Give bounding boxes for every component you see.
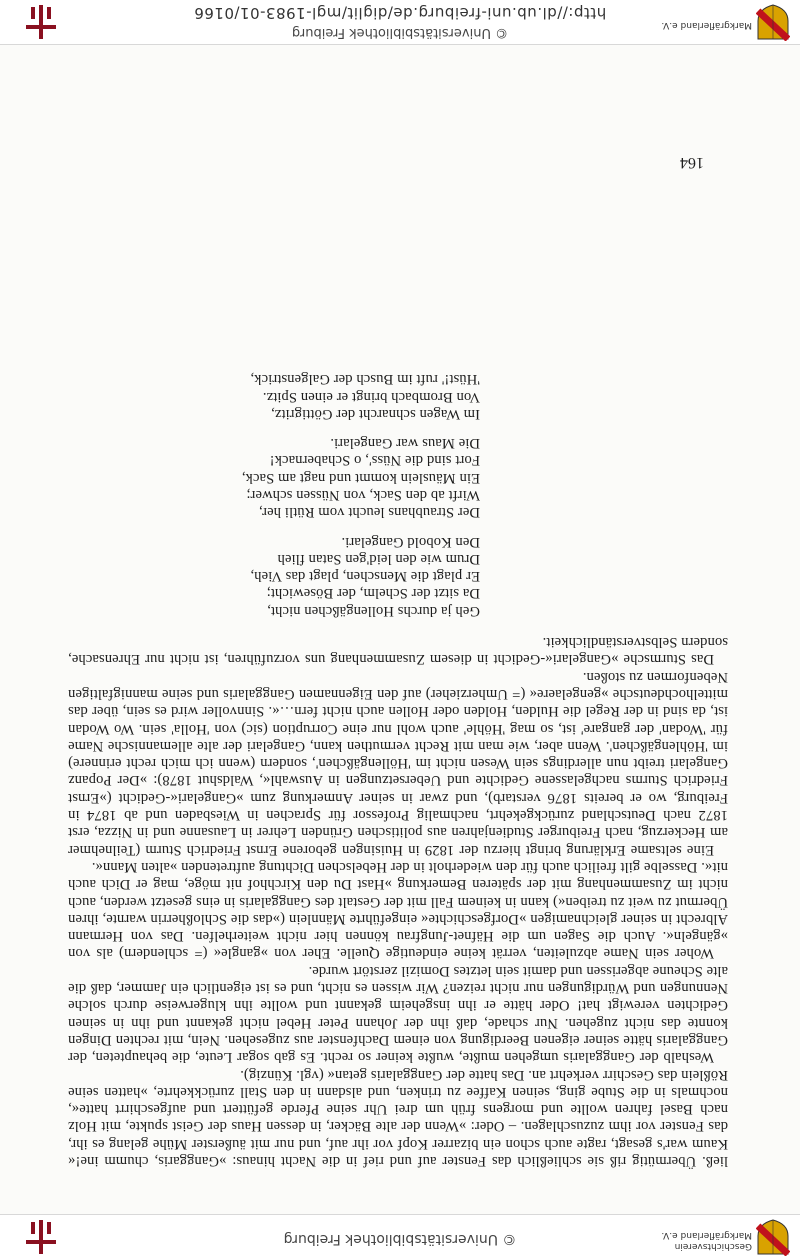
poem-line: Von Brombach bringt er einen Spitz. [262,388,480,405]
provider-text: © Universitätsbibliothek Freiburg [291,25,509,40]
paragraph: Woher sein Name abzuleiten, verrät keine eindeutige Quelle. Eher von »gangle« (= schlendern) als von »gängeln«. Auch die Sagen um die Häfnet-Jungfrau können hier nicht weiterhelfen. Das von Hermann Albrecht in seiner gleichnamigen »Dorfgeschichte« eingeführte Männlein (»das die Schloßherrin warnte, ihren Übermut zu weit zu treiben«) kann in keinem Fall mit der Gestalt des Ganggalaris in eins gesetzt werden, auch nicht im Zusammenhang mit der späteren Bemerkung »Hast Du den Kirchhof nit möge, mag er Dich auch nit«. Dasselbe gilt freilich auch für den wiederholt in der Hebelschen Dichtung auftretenden »alten Mann«. [68,858,728,962]
paragraph: ließ. Übermütig riß sie schließlich das Fenster auf und rief in die Nacht hinaus: »Ganggaris, chumm ine!« Kaum war's gesagt, ragte auch schon ein bizarrer Kopf vor ihr auf, und nur mit äußerster Mühe gelang es ihr, das Fenster vor ihm zuzuschlagen. – Oder: »Wenn der alte Bäcker, in dessen Haus der Geist spukte, mit Holz nach Basel fahren wollte und morgens früh um drei Uhr seine Pferde gefüttert und aufgeschirrt hatte«, nochmals in die Stube ging, seinen Kaffee zu trinken, und alsdann in den Stall zurückkehrte, »hatten seine Rößlein das Geschirr verkehrt an. Das hatte der Ganggalaris getan« (vgl. Künzig). [68,1066,728,1169]
poem-line: Ein Mäuslein kommt und nagt am Sack, [241,469,480,486]
poem-line: Fort sind die Nüss', o Schabernack! [269,452,480,469]
provider-text: © Universitätsbibliothek Freiburg [283,1231,517,1247]
footer-bar [0,0,800,45]
poem-line: Im Wagen schnarcht der Göttigritz, [270,405,480,422]
poem-line: Drum wie den leid'gen Satan flieh [277,550,480,567]
poem-gangelari [68,370,480,619]
poem-line: Er plagt die Menschen, plagt das Vieh, [250,568,480,585]
document-url[interactable]: http://dl.ub.uni-freiburg.de/diglit/mgl-1983-01/0166 [193,4,607,22]
poem-line: 'Hüst!' ruft im Busch der Galgenstrick, [250,371,480,388]
poem-line: Der Straubhans leucht vom Rütli her, [258,504,480,521]
poem-line: Wirft ab den Sack, von Nüssen schwer; [246,487,480,504]
poem-line: Geh ja durchs Hollengäßchen nicht, [267,602,480,619]
poem-stanza [68,434,480,520]
society-coat-of-arms-icon [756,3,790,41]
poem-line: Die Maus war Gangelari. [330,435,480,452]
paragraph: Eine seltsame Erklärung bringt hierzu der 1829 in Huisingen geborene Ernst Friedrich Sturm (Teilnehmer am Heckerzug, nach Freiburger Studienjahren aus politischen Gründen Lehrer in Lausanne und in Nizza, erst 1872 nach Deutschland zurückgekehrt, nachmalig Professor für Sprachen in Wiesbaden und ab 1874 in Freiburg, wo er bereits 1876 verstarb), und zwar in seiner Anmerkung zum »Gangelari«-Gedicht (»Ernst Friedrich Sturms nachgelassene Gedichte und Uebersetzungen in Auswahl«, Waldshut 1878): »Der Popanz Gangelari treibt nun allerdings sein Wesen nicht im 'Höllengäßchen', sondern (wenn ich mich recht erinnere) im 'Höhlengäßchen'. Wenn aber, wie man mit Recht vermuthen kann, Gangelari der alte allemannische Name für 'Wodan' der gangare' ist, so mag 'Höhle' auch wohl nur eine Corruption (sic) von 'Holla' sein. Wo Wodan ist, da sind in der Regel die Hulden, Holden oder Hollen auch nicht fern…«. Sinnvoller wird es sein, über das mittelhochdeutsche »gengelaere« (= Umherzieher) auf den Eigennamen Ganggalaris und seine mannigfaltigen Nebenformen zu stoßen. [68,668,728,858]
document-body [68,358,728,1169]
poem-stanza [68,370,480,422]
poem-line: Den Kobold Gangelari. [341,533,480,550]
paragraph: Das Sturmsche »Gangelari«-Gedicht in diesem Zusammenhang uns vorzuführen, ist nicht nur Ehrensache, sondern Selbstverständlichkeit. [68,634,728,668]
page-number: 164 [680,154,704,171]
poem-line: Da sitzt der Schelm, der Bösewicht; [266,585,480,602]
paragraph: Weshalb der Ganggalaris umgehen mußte, wußte keiner so recht. Es gab sogar Leute, die behaupteten, der Ganggalaris hätte seiner eigenen Beerdigung von einem Dachfenster aus zugesehen. Nein, mit rechten Dingen konnte das nicht zugehen. Nur schade, daß ihn der Johann Peter Hebel nicht gekannt und ihn in seinen Gedichten verewigt hat! Oder hätte er ihn insgeheim gekannt und wollte ihn klugerweise durch solche Nennungen und Würdigungen nur nicht reizen? Wir wissen es nicht, und es ist eigentlich ein Jammer, daß die alte Scheune abgerissen und damit sein letztes Domizil zerstört wurde. [68,962,728,1066]
header-bar [0,1214,800,1259]
society-name: Geschichtsverein Markgräflerland e.V. [661,1230,752,1251]
society-name: Markgräflerland e.V. [661,20,752,30]
poem-stanza [68,532,480,618]
ub-logo-icon [26,1220,56,1254]
